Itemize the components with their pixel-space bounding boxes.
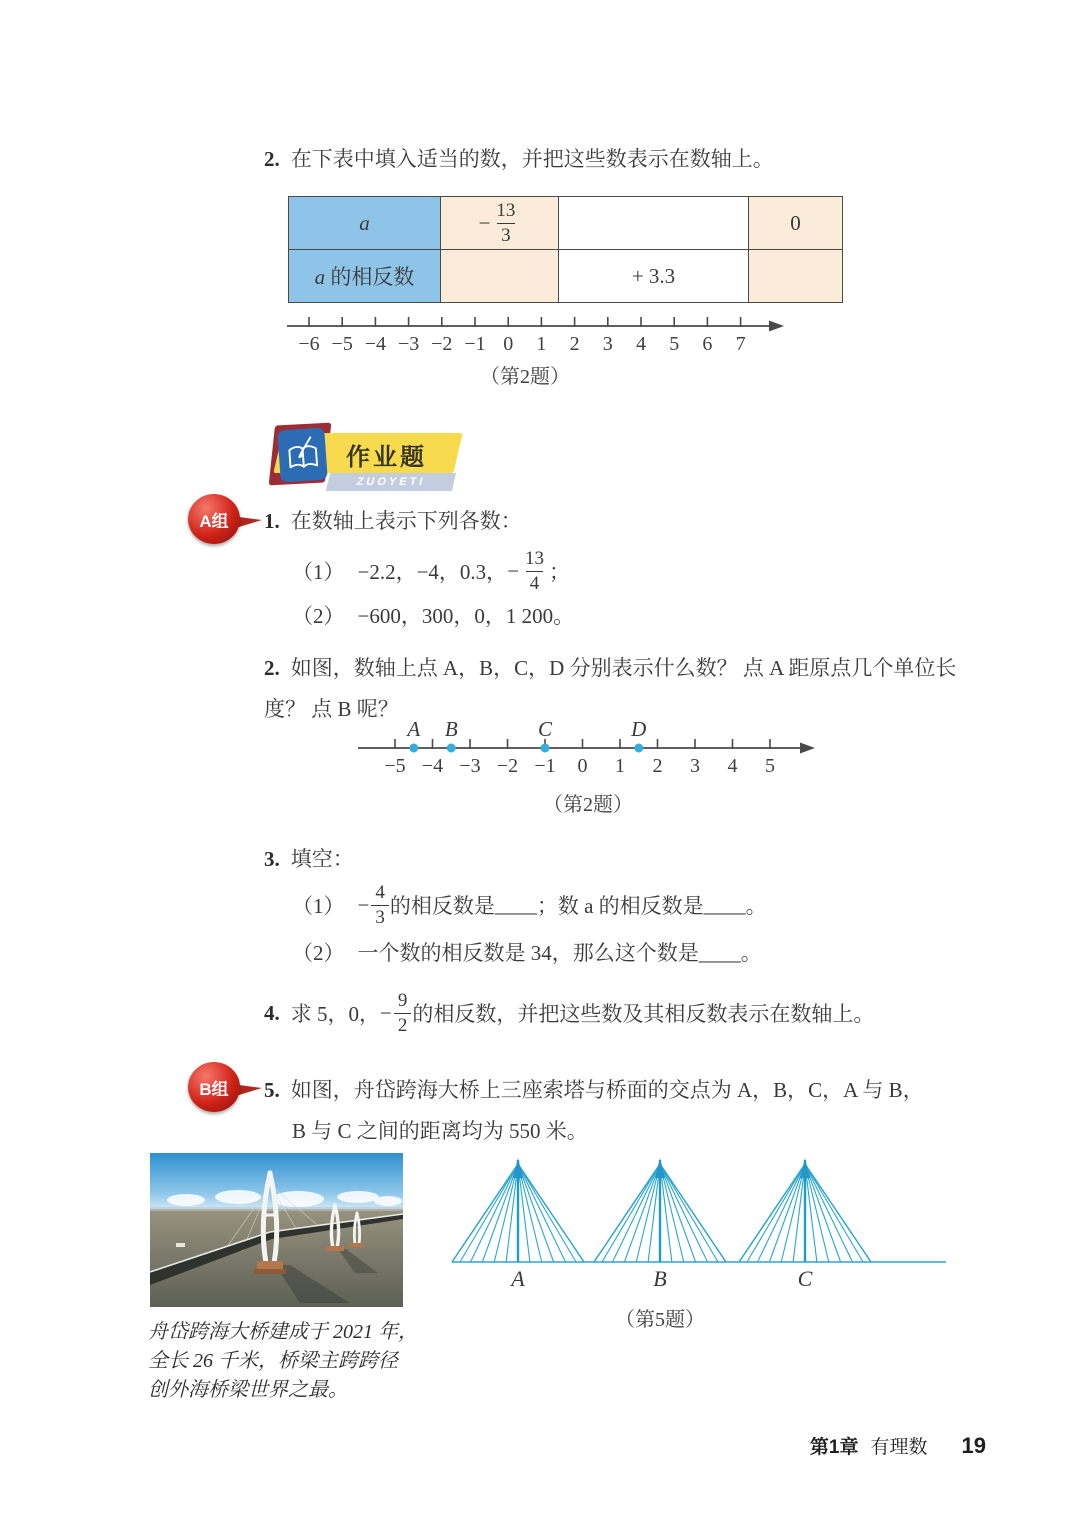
- svg-text:2: 2: [569, 333, 580, 355]
- svg-text:1: 1: [536, 333, 547, 355]
- photo-caption: 舟岱跨海大桥建成于 2021 年， 全长 26 千米，桥梁主跨跨径 创外海桥梁世界之最。: [148, 1321, 418, 1401]
- problem-1: 1. 在数轴上表示下列各数：: [264, 509, 522, 533]
- problem-5: 5. 如图，舟岱跨海大桥上三座索塔与桥面的交点为 A，B，C，A 与 B， B 与 C 之间的距离均为 550 米。: [264, 1078, 924, 1143]
- opposite-numbers-table: [288, 196, 843, 303]
- table-header-a: a: [289, 197, 441, 250]
- group-b-ball: B组: [188, 1062, 240, 1112]
- svg-text:5: 5: [765, 755, 775, 777]
- problem-text: 在下表中填入适当的数，并把这些数表示在数轴上。: [290, 147, 774, 171]
- group-a-ball: A组: [188, 494, 240, 544]
- table-cell-frac: − $\frac{13}{3}$: [441, 197, 559, 250]
- problem-3-item-2: （2） 一个数的相反数是 34，那么这个数是____。: [292, 941, 762, 965]
- svg-text:7: 7: [735, 333, 746, 355]
- svg-text:−2: −2: [496, 755, 519, 777]
- table-row: [289, 197, 843, 250]
- section-header-homework: [262, 424, 472, 496]
- svg-text:−4: −4: [364, 333, 387, 355]
- footer-page-number: 19: [961, 1433, 986, 1458]
- problem-3: 3. 填空：: [264, 847, 354, 871]
- svg-text:B: B: [444, 717, 458, 741]
- svg-text:2: 2: [652, 755, 663, 777]
- table-cell-empty: [749, 250, 843, 303]
- svg-text:6: 6: [702, 333, 713, 355]
- problem-1-item-2: （2） −600，300，0，1 200。: [292, 604, 575, 628]
- svg-text:4: 4: [636, 333, 646, 355]
- svg-text:1: 1: [615, 755, 625, 777]
- table-cell-value: + 3.3: [559, 250, 749, 303]
- svg-text:4: 4: [727, 755, 738, 777]
- svg-text:A: A: [407, 717, 421, 741]
- table-row: [289, 250, 843, 303]
- figure-caption: （第5题）: [615, 1309, 705, 1331]
- bridge-photo: [150, 1153, 403, 1307]
- svg-text:−5: −5: [331, 333, 353, 355]
- svg-text:−6: −6: [298, 333, 320, 355]
- fraction: $\frac{13}{4}$: [525, 548, 545, 594]
- svg-text:C: C: [537, 717, 553, 741]
- book-pencil-icon: [277, 427, 328, 482]
- problem-3-item-1: （1） − $\frac{4}{3}$ 的相反数是 ____ ；数 a 的相反数是 ____ 。: [292, 882, 767, 928]
- section-subtitle: ZUOYETI: [355, 476, 427, 488]
- problem-4: 4. 求 5，0， − $\frac{9}{2}$ 的相反数，并把这些数及其相反数表示在数轴上。: [264, 990, 875, 1036]
- svg-text:B: B: [653, 1266, 667, 1291]
- svg-text:−1: −1: [534, 755, 556, 777]
- problem-2: 2. 如图，数轴上点 A，B，C，D 分别表示什么数？ 点 A 距原点几个单位长度？ 点 B 呢？: [264, 656, 957, 721]
- section-title: 作业题: [346, 444, 427, 471]
- banner-subtitle-strip: [326, 473, 456, 491]
- svg-text:D: D: [631, 717, 647, 741]
- bridge-towers-diagram: [450, 1148, 950, 1298]
- problem-number: 2.: [264, 147, 280, 171]
- number-line-top: [285, 300, 805, 356]
- svg-text:−5: −5: [384, 755, 406, 777]
- page-footer: [810, 1432, 986, 1459]
- figure-caption: （第2题）: [543, 794, 633, 816]
- fraction: $\frac{4}{3}$: [371, 883, 389, 927]
- svg-text:−3: −3: [397, 333, 420, 355]
- number-line-points: [352, 710, 832, 784]
- fill-blank: ____: [703, 892, 746, 917]
- table-cell-empty: [441, 250, 559, 303]
- footer-chapter-title: 有理数: [870, 1437, 928, 1458]
- svg-text:−2: −2: [431, 333, 453, 355]
- svg-text:5: 5: [669, 333, 680, 355]
- table-header-opposite: a 的相反数: [289, 250, 441, 303]
- svg-text:0: 0: [577, 755, 588, 777]
- svg-text:3: 3: [690, 755, 700, 777]
- fraction: $\frac{9}{2}$: [394, 991, 412, 1035]
- svg-text:C: C: [797, 1266, 813, 1291]
- svg-text:A: A: [511, 1266, 525, 1291]
- svg-text:3: 3: [602, 333, 613, 355]
- svg-text:0: 0: [503, 333, 514, 355]
- group-b-badge: [188, 1062, 268, 1114]
- problem-1-item-1: （1） −2.2，−4，0.3， − $\frac{13}{4}$ ；: [292, 548, 571, 594]
- top-problem-statement: [264, 144, 984, 174]
- figure-caption: （第2题）: [480, 366, 570, 388]
- fraction: $\frac{13}{3}$: [496, 200, 516, 246]
- svg-text:−3: −3: [459, 755, 481, 777]
- table-cell-empty: [559, 197, 749, 250]
- svg-text:−4: −4: [421, 755, 444, 777]
- fill-blank: ____: [494, 892, 537, 917]
- table-cell-zero: 0: [749, 197, 843, 250]
- footer-chapter: 第1章: [809, 1437, 859, 1458]
- svg-text:−1: −1: [464, 333, 486, 355]
- group-a-badge: [188, 494, 268, 546]
